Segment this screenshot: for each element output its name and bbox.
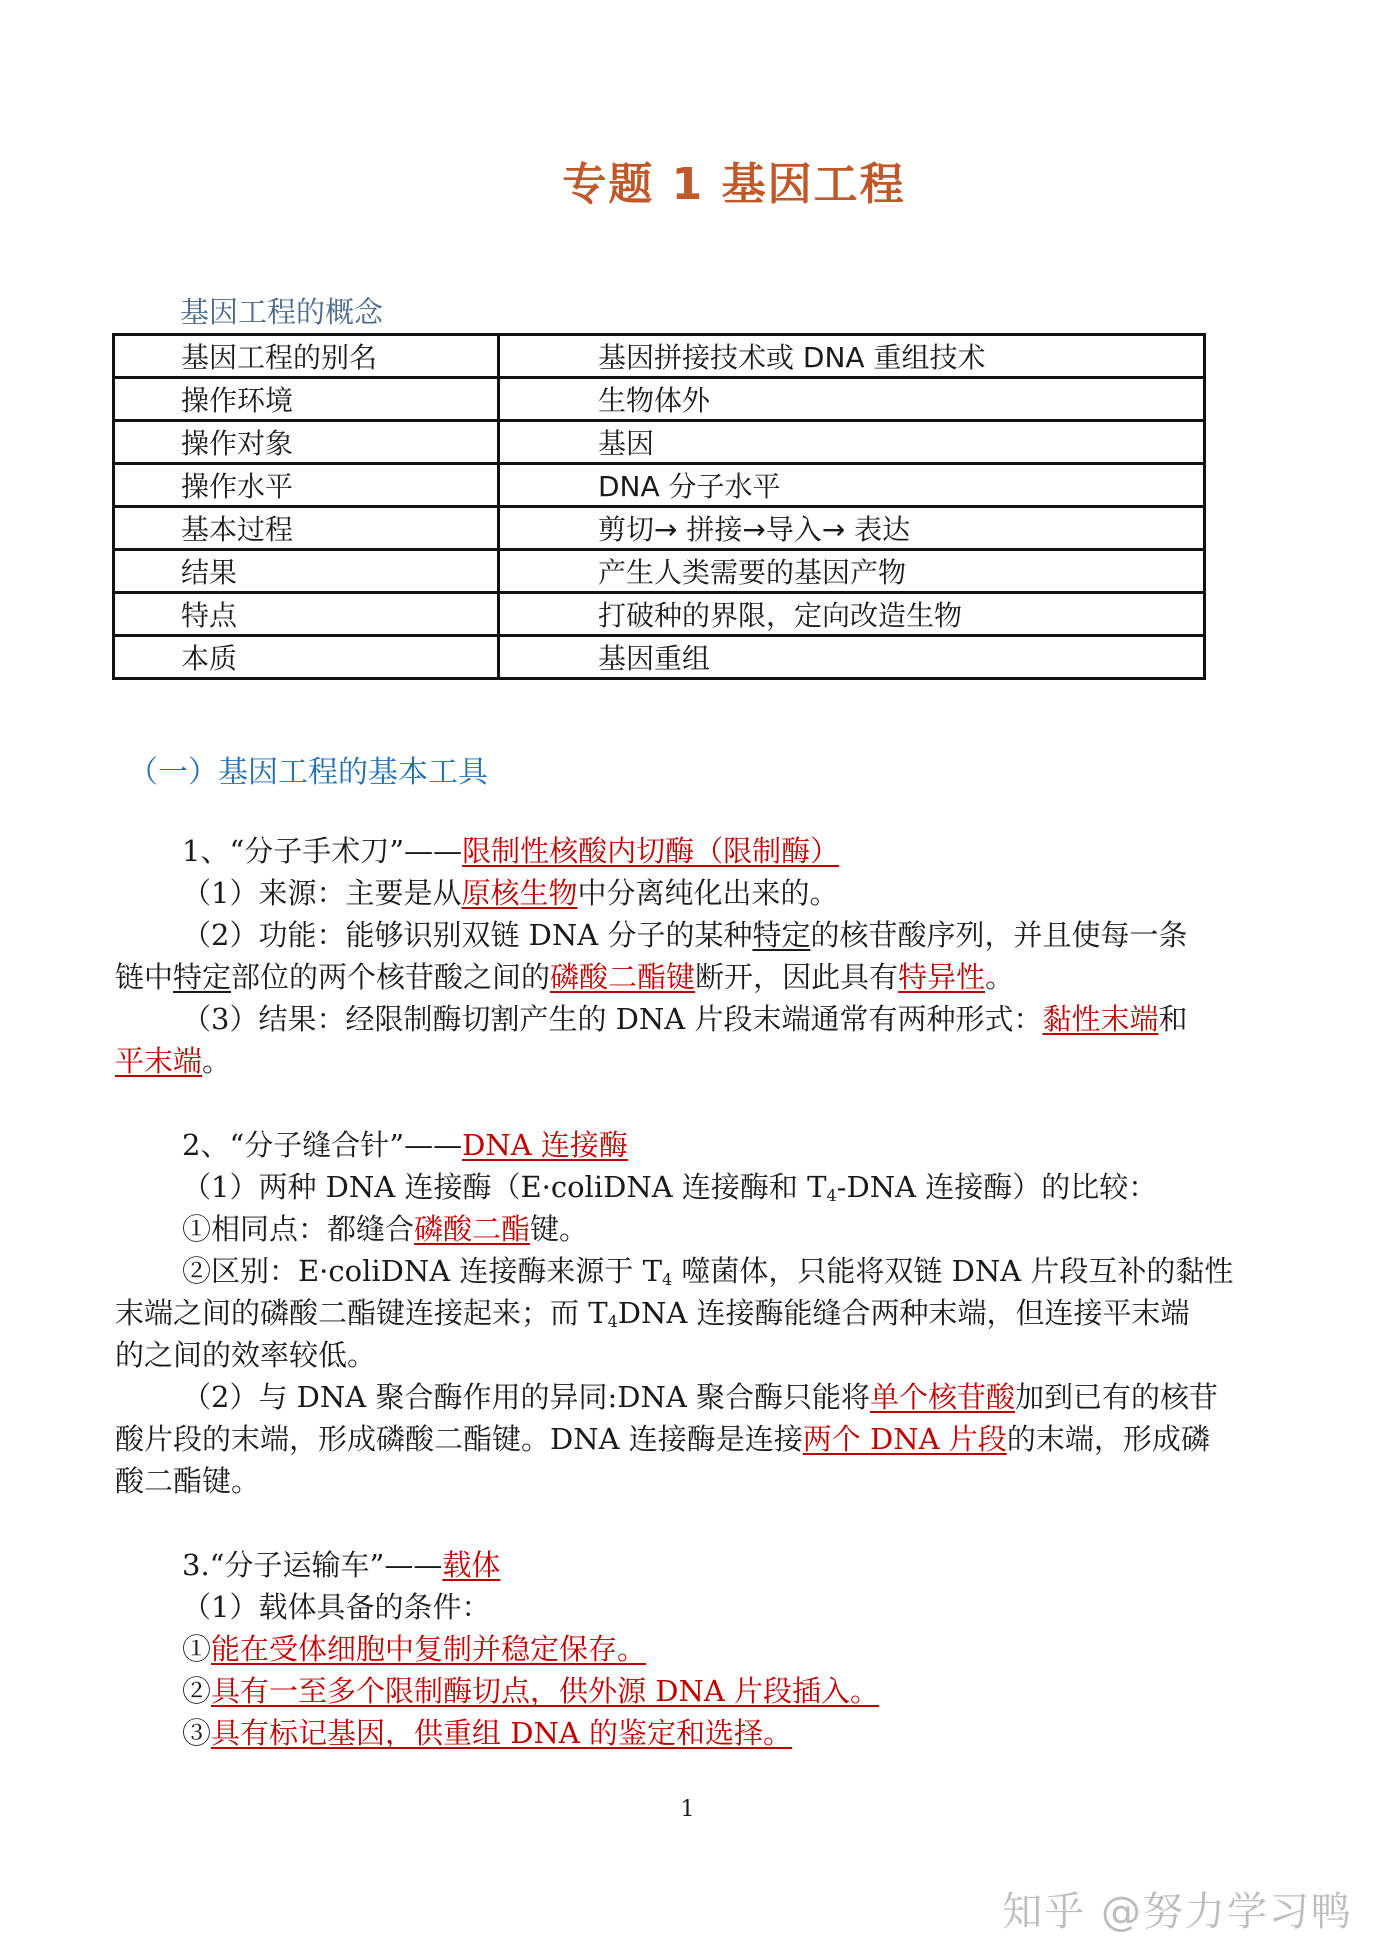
tool1-source (182, 873, 838, 913)
table-cell-key: 结果 (114, 550, 499, 593)
tool3-cond3 (182, 1713, 792, 1753)
table-cell-key: 操作对象 (114, 421, 499, 464)
tool2-compare-a: （1）两种 DNA 连接酶（E·coliDNA 连接酶和 T (182, 1170, 827, 1204)
tool2-poly-b: 加到已有的核苷 (1015, 1380, 1219, 1414)
tool3-cond3-text: 具有标记基因，供重组 DNA 的鉴定和选择。 (211, 1716, 793, 1750)
page-number: 1 (680, 1797, 695, 1822)
tool1-func-c: 的核苷酸序列，并且使每一条 (810, 918, 1188, 952)
tool1-func-g: 断开，因此具有 (695, 960, 899, 994)
table-cell-key: 特点 (114, 593, 499, 636)
tool2-same-b: 键。 (530, 1212, 589, 1246)
tool3-cond1 (182, 1629, 646, 1669)
tool1-label: 1、“分子手术刀”—— (182, 834, 463, 868)
tool1-func-d: 链中 (115, 960, 174, 994)
table-row (114, 378, 1205, 421)
tool2-poly-a: （2）与 DNA 聚合酶作用的异同:DNA 聚合酶只能将 (182, 1380, 871, 1414)
table-row (114, 421, 1205, 464)
tool2-diff-sub1: 4 (662, 1270, 673, 1289)
tool1-func-h: 。 (985, 960, 1015, 994)
table-row (114, 636, 1205, 679)
table-row (114, 550, 1205, 593)
tool3-cond-heading: （1）载体具备的条件： (182, 1590, 491, 1624)
tool1-func-answer1: 磷酸二酯键 (550, 960, 696, 994)
tool2-diff-d: DNA 连接酶能缝合两种末端，但连接平末端 (617, 1296, 1190, 1330)
tool1-title (182, 831, 839, 871)
tool3-label: 3.“分子运输车”—— (182, 1548, 443, 1582)
table-row (114, 464, 1205, 507)
tool2-diff-sub2: 4 (607, 1312, 618, 1331)
tool1-source-suffix: 中分离纯化出来的。 (577, 876, 839, 910)
table-cell-key: 操作水平 (114, 464, 499, 507)
table-cell-value: 基因重组 (499, 636, 1205, 679)
tool3-cond2-text: 具有一至多个限制酶切点，供外源 DNA 片段插入。 (211, 1674, 880, 1708)
tool1-result-b: 和 (1158, 1002, 1188, 1036)
table-cell-key: 操作环境 (114, 378, 499, 421)
tool3-title (182, 1545, 500, 1585)
table-row (114, 507, 1205, 550)
table-cell-key: 基因工程的别名 (114, 335, 499, 378)
tool3-cond2 (182, 1671, 879, 1711)
table-row (114, 593, 1205, 636)
page-title: 专题 1 基因工程 (562, 159, 906, 210)
tool2-compare-b: -DNA 连接酶）的比较： (836, 1170, 1158, 1204)
tool2-same-answer: 磷酸二酯 (414, 1212, 531, 1246)
table-cell-value: 基因拼接技术或 DNA 重组技术 (499, 335, 1205, 378)
tool2-same-a: ①相同点：都缝合 (182, 1212, 415, 1246)
tool3-answer: 载体 (442, 1548, 501, 1582)
tool2-poly-line1 (182, 1377, 1218, 1417)
tool1-result-answer1: 黏性末端 (1042, 1002, 1159, 1036)
tool1-source-text: （1）来源：主要是从 (182, 876, 462, 910)
tool2-poly-answer1: 单个核苷酸 (870, 1380, 1016, 1414)
table-cell-value: 打破种的界限，定向改造生物 (499, 593, 1205, 636)
table-cell-value: DNA 分子水平 (499, 464, 1205, 507)
table-row (114, 335, 1205, 378)
tool1-result-c: 。 (202, 1044, 232, 1078)
tool2-same (182, 1209, 588, 1249)
tool2-poly-answer2: 两个 DNA 片段 (802, 1422, 1007, 1456)
tool2-title (182, 1125, 628, 1165)
tool2-diff-c: 末端之间的磷酸二酯键连接起来；而 T (115, 1296, 608, 1330)
tool1-result-a: （3）结果：经限制酶切割产生的 DNA 片段末端通常有两种形式： (182, 1002, 1043, 1036)
tool2-label: 2、“分子缝合针”—— (182, 1128, 463, 1162)
tool3-cond1-text: 能在受体细胞中复制并稳定保存。 (211, 1632, 647, 1666)
tool1-source-answer: 原核生物 (461, 876, 578, 910)
tool1-func-a: （2）功能：能够识别双链 DNA 分子的某种 (182, 918, 753, 952)
tool1-func-f: 部位的两个核苷酸之间的 (231, 960, 551, 994)
table-caption: 基因工程的概念 (180, 295, 384, 329)
tool2-diff-a: ②区别：E·coliDNA 连接酶来源于 T (182, 1254, 662, 1288)
tool1-func-specific: 特定 (752, 918, 811, 952)
tool1-function-line2 (115, 957, 1014, 997)
tool1-result-answer2: 平末端 (115, 1044, 203, 1078)
tool2-poly-line2 (115, 1419, 1210, 1459)
tool1-result-line1 (182, 999, 1188, 1039)
tool3-cond3-mark: ③ (182, 1716, 212, 1750)
table-cell-key: 基本过程 (114, 507, 499, 550)
tool2-diff-line3: 的之间的效率较低。 (115, 1338, 377, 1372)
watermark: 知乎 @努力学习鸭 (1002, 1889, 1353, 1935)
tool2-poly-d: 的末端，形成磷 (1006, 1422, 1210, 1456)
concept-table (112, 333, 1206, 680)
tool2-diff-b: 噬菌体，只能将双链 DNA 片段互补的黏性 (672, 1254, 1234, 1288)
tool1-result-line2 (115, 1041, 231, 1081)
table-cell-value: 产生人类需要的基因产物 (499, 550, 1205, 593)
table-cell-value: 基因 (499, 421, 1205, 464)
tool2-compare-sub: 4 (826, 1186, 837, 1205)
tool2-poly-line3: 酸二酯键。 (115, 1464, 261, 1498)
tool2-poly-c: 酸片段的末端，形成磷酸二酯键。DNA 连接酶是连接 (115, 1422, 803, 1456)
tool3-cond1-mark: ① (182, 1632, 212, 1666)
tool1-func-answer2: 特异性 (898, 960, 986, 994)
table-cell-key: 本质 (114, 636, 499, 679)
table-cell-value: 生物体外 (499, 378, 1205, 421)
tool1-function-line1 (182, 915, 1188, 955)
table-cell-value: 剪切→ 拼接→导入→ 表达 (499, 507, 1205, 550)
section-heading: （一）基因工程的基本工具 (128, 755, 488, 790)
tool1-func-specific2: 特定 (173, 960, 232, 994)
tool1-answer: 限制性核酸内切酶（限制酶） (462, 834, 840, 868)
tool2-answer: DNA 连接酶 (462, 1128, 628, 1162)
tool3-cond2-mark: ② (182, 1674, 212, 1708)
